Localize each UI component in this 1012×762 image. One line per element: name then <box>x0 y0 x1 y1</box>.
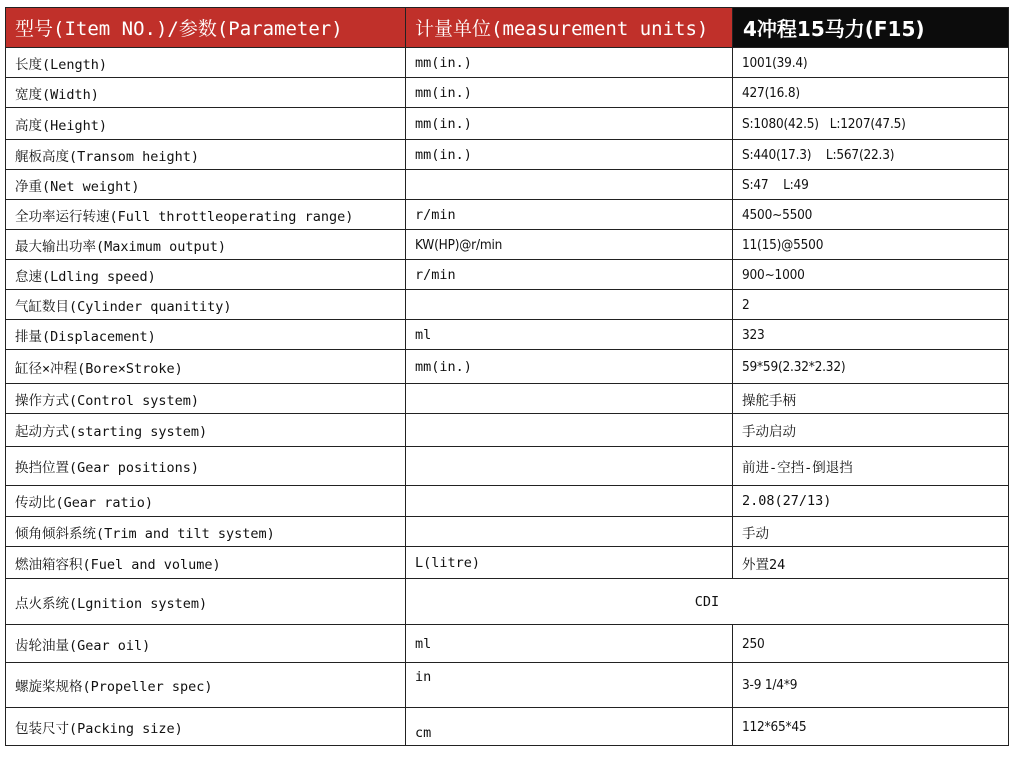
table-row <box>6 78 1009 108</box>
param-cell: 宽度(Width) <box>6 78 406 108</box>
header-parameter: 型号(Item NO.)/参数(Parameter) <box>6 8 406 48</box>
param-cell: 齿轮油量(Gear oil) <box>6 625 406 663</box>
header-model: 4冲程15马力(F15) <box>733 8 1009 48</box>
unit-cell: in <box>406 663 733 708</box>
param-cell: 包装尺寸(Packing size) <box>6 708 406 746</box>
unit-cell <box>406 170 733 200</box>
value-cell: 112*65*45 <box>733 708 1009 746</box>
param-cell: 净重(Net weight) <box>6 170 406 200</box>
table-row <box>6 663 1009 708</box>
table-row <box>6 108 1009 140</box>
table-row <box>6 320 1009 350</box>
table-row <box>6 579 1009 625</box>
value-cell: 323 <box>733 320 1009 350</box>
table-row <box>6 517 1009 547</box>
param-cell: 起动方式(starting system) <box>6 414 406 447</box>
table-row <box>6 200 1009 230</box>
param-cell: 长度(Length) <box>6 48 406 78</box>
unit-cell: r/min <box>406 200 733 230</box>
unit-cell: mm(in.) <box>406 78 733 108</box>
merged-value-cell: CDI <box>406 579 1009 625</box>
unit-cell <box>406 517 733 547</box>
value-cell: 前进-空挡-倒退挡 <box>733 447 1009 486</box>
param-cell: 点火系统(Lgnition system) <box>6 579 406 625</box>
value-cell: 427(16.8) <box>733 78 1009 108</box>
header-units: 计量单位(measurement units) <box>406 8 733 48</box>
spec-table-container <box>5 7 1008 746</box>
param-cell: 换挡位置(Gear positions) <box>6 447 406 486</box>
value-cell: 外置24 <box>733 547 1009 579</box>
table-row <box>6 414 1009 447</box>
value-cell: 4500~5500 <box>733 200 1009 230</box>
table-row <box>6 384 1009 414</box>
param-cell: 排量(Displacement) <box>6 320 406 350</box>
param-cell: 螺旋桨规格(Propeller spec) <box>6 663 406 708</box>
unit-cell: r/min <box>406 260 733 290</box>
param-cell: 高度(Height) <box>6 108 406 140</box>
value-cell: 250 <box>733 625 1009 663</box>
unit-cell <box>406 290 733 320</box>
table-row <box>6 486 1009 517</box>
table-row <box>6 447 1009 486</box>
value-cell: 59*59(2.32*2.32) <box>733 350 1009 384</box>
param-cell: 倾角倾斜系统(Trim and tilt system) <box>6 517 406 547</box>
value-cell: S:440(17.3) L:567(22.3) <box>733 140 1009 170</box>
value-cell: 手动 <box>733 517 1009 547</box>
table-row <box>6 290 1009 320</box>
unit-cell: L(litre) <box>406 547 733 579</box>
unit-cell <box>406 447 733 486</box>
unit-cell: ml <box>406 625 733 663</box>
unit-cell <box>406 486 733 517</box>
value-cell: 1001(39.4) <box>733 48 1009 78</box>
table-row <box>6 230 1009 260</box>
param-cell: 怠速(Ldling speed) <box>6 260 406 290</box>
value-cell: S:47 L:49 <box>733 170 1009 200</box>
table-row <box>6 547 1009 579</box>
param-cell: 传动比(Gear ratio) <box>6 486 406 517</box>
unit-cell: mm(in.) <box>406 350 733 384</box>
unit-cell: ml <box>406 320 733 350</box>
unit-cell <box>406 414 733 447</box>
header-row <box>6 8 1009 48</box>
table-row <box>6 260 1009 290</box>
param-cell: 燃油箱容积(Fuel and volume) <box>6 547 406 579</box>
unit-cell: mm(in.) <box>406 140 733 170</box>
value-cell: 操舵手柄 <box>733 384 1009 414</box>
param-cell: 全功率运行转速(Full throttleoperating range) <box>6 200 406 230</box>
param-cell: 艉板高度(Transom height) <box>6 140 406 170</box>
unit-cell: mm(in.) <box>406 48 733 78</box>
unit-cell: KW(HP)@r/min <box>406 230 733 260</box>
table-row <box>6 48 1009 78</box>
table-row <box>6 140 1009 170</box>
table-row <box>6 350 1009 384</box>
value-cell: 手动启动 <box>733 414 1009 447</box>
table-row <box>6 170 1009 200</box>
value-cell: 2.08(27/13) <box>733 486 1009 517</box>
param-cell: 操作方式(Control system) <box>6 384 406 414</box>
unit-cell <box>406 384 733 414</box>
value-cell: 11(15)@5500 <box>733 230 1009 260</box>
table-row <box>6 625 1009 663</box>
param-cell: 缸径×冲程(Bore×Stroke) <box>6 350 406 384</box>
value-cell: 3-9 1/4*9 <box>733 663 1009 708</box>
value-cell: 900~1000 <box>733 260 1009 290</box>
value-cell: S:1080(42.5) L:1207(47.5) <box>733 108 1009 140</box>
unit-cell: mm(in.) <box>406 108 733 140</box>
table-row <box>6 708 1009 746</box>
value-cell: 2 <box>733 290 1009 320</box>
spec-table <box>5 7 1009 746</box>
param-cell: 最大输出功率(Maximum output) <box>6 230 406 260</box>
unit-cell: cm <box>406 708 733 746</box>
param-cell: 气缸数目(Cylinder quanitity) <box>6 290 406 320</box>
